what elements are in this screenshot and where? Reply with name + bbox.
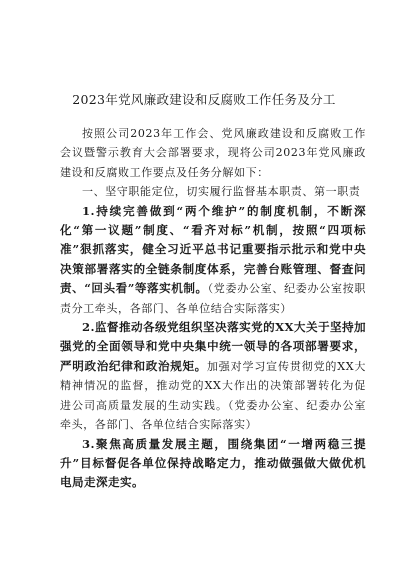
section-heading: 一、坚守职能定位，切实履行监督基本职责、第一职责: [82, 185, 361, 199]
item-1-bold-text: 1.持续完善做到“两个维护”的制度机制，不断深化“第一议题”制度、“看齐对标”机制，按照“四项标准”狠抓落实，健全习近平总书记重要指示批示和党中央决策部署落实的全链条制度体系，完善台账管理、督查问责、“回头看”等落实机制。: [60, 203, 366, 296]
item-2-bold-text: 2.监督推动各级党组织坚决落实党的XX大关于坚持加强党的全面领导和党中央集中统一领导的各项部署要求，严明政治纪律和政治规矩。: [60, 320, 366, 373]
item-1-paragraph: [60, 202, 366, 318]
item-1-note: （党委办公室、纪委办公室按职责分工牵头，各部门、各单位结合实际落实）: [60, 282, 366, 315]
item-3-bold-text: 3.聚焦高质量发展主题，围绕集团“一增两稳三提升”目标督促各单位保持战略定力，推动做强做大做优机电局走深走实。: [60, 436, 366, 490]
document-title: 2023年党风廉政建设和反腐败工作任务及分工: [72, 92, 336, 107]
item-2-normal-text: 加强对学习宣传贯彻党的XX大精神情况的监督，推动党的XX大作出的决策部署转化为促进公司高质量发展的生动实践。（党委办公室、纪委办公室牵头，各部门、各单位结合实际落实）: [60, 359, 366, 432]
item-2-paragraph: [60, 318, 366, 434]
document-body: [60, 124, 366, 493]
intro-paragraph: 按照公司2023年工作会、党风廉政建设和反腐败工作会议暨警示教育大会部署要求，现将公司2023年党风廉政建设和反腐败工作要点及任务分解如下：: [60, 127, 366, 179]
item-3-paragraph: [60, 435, 366, 493]
